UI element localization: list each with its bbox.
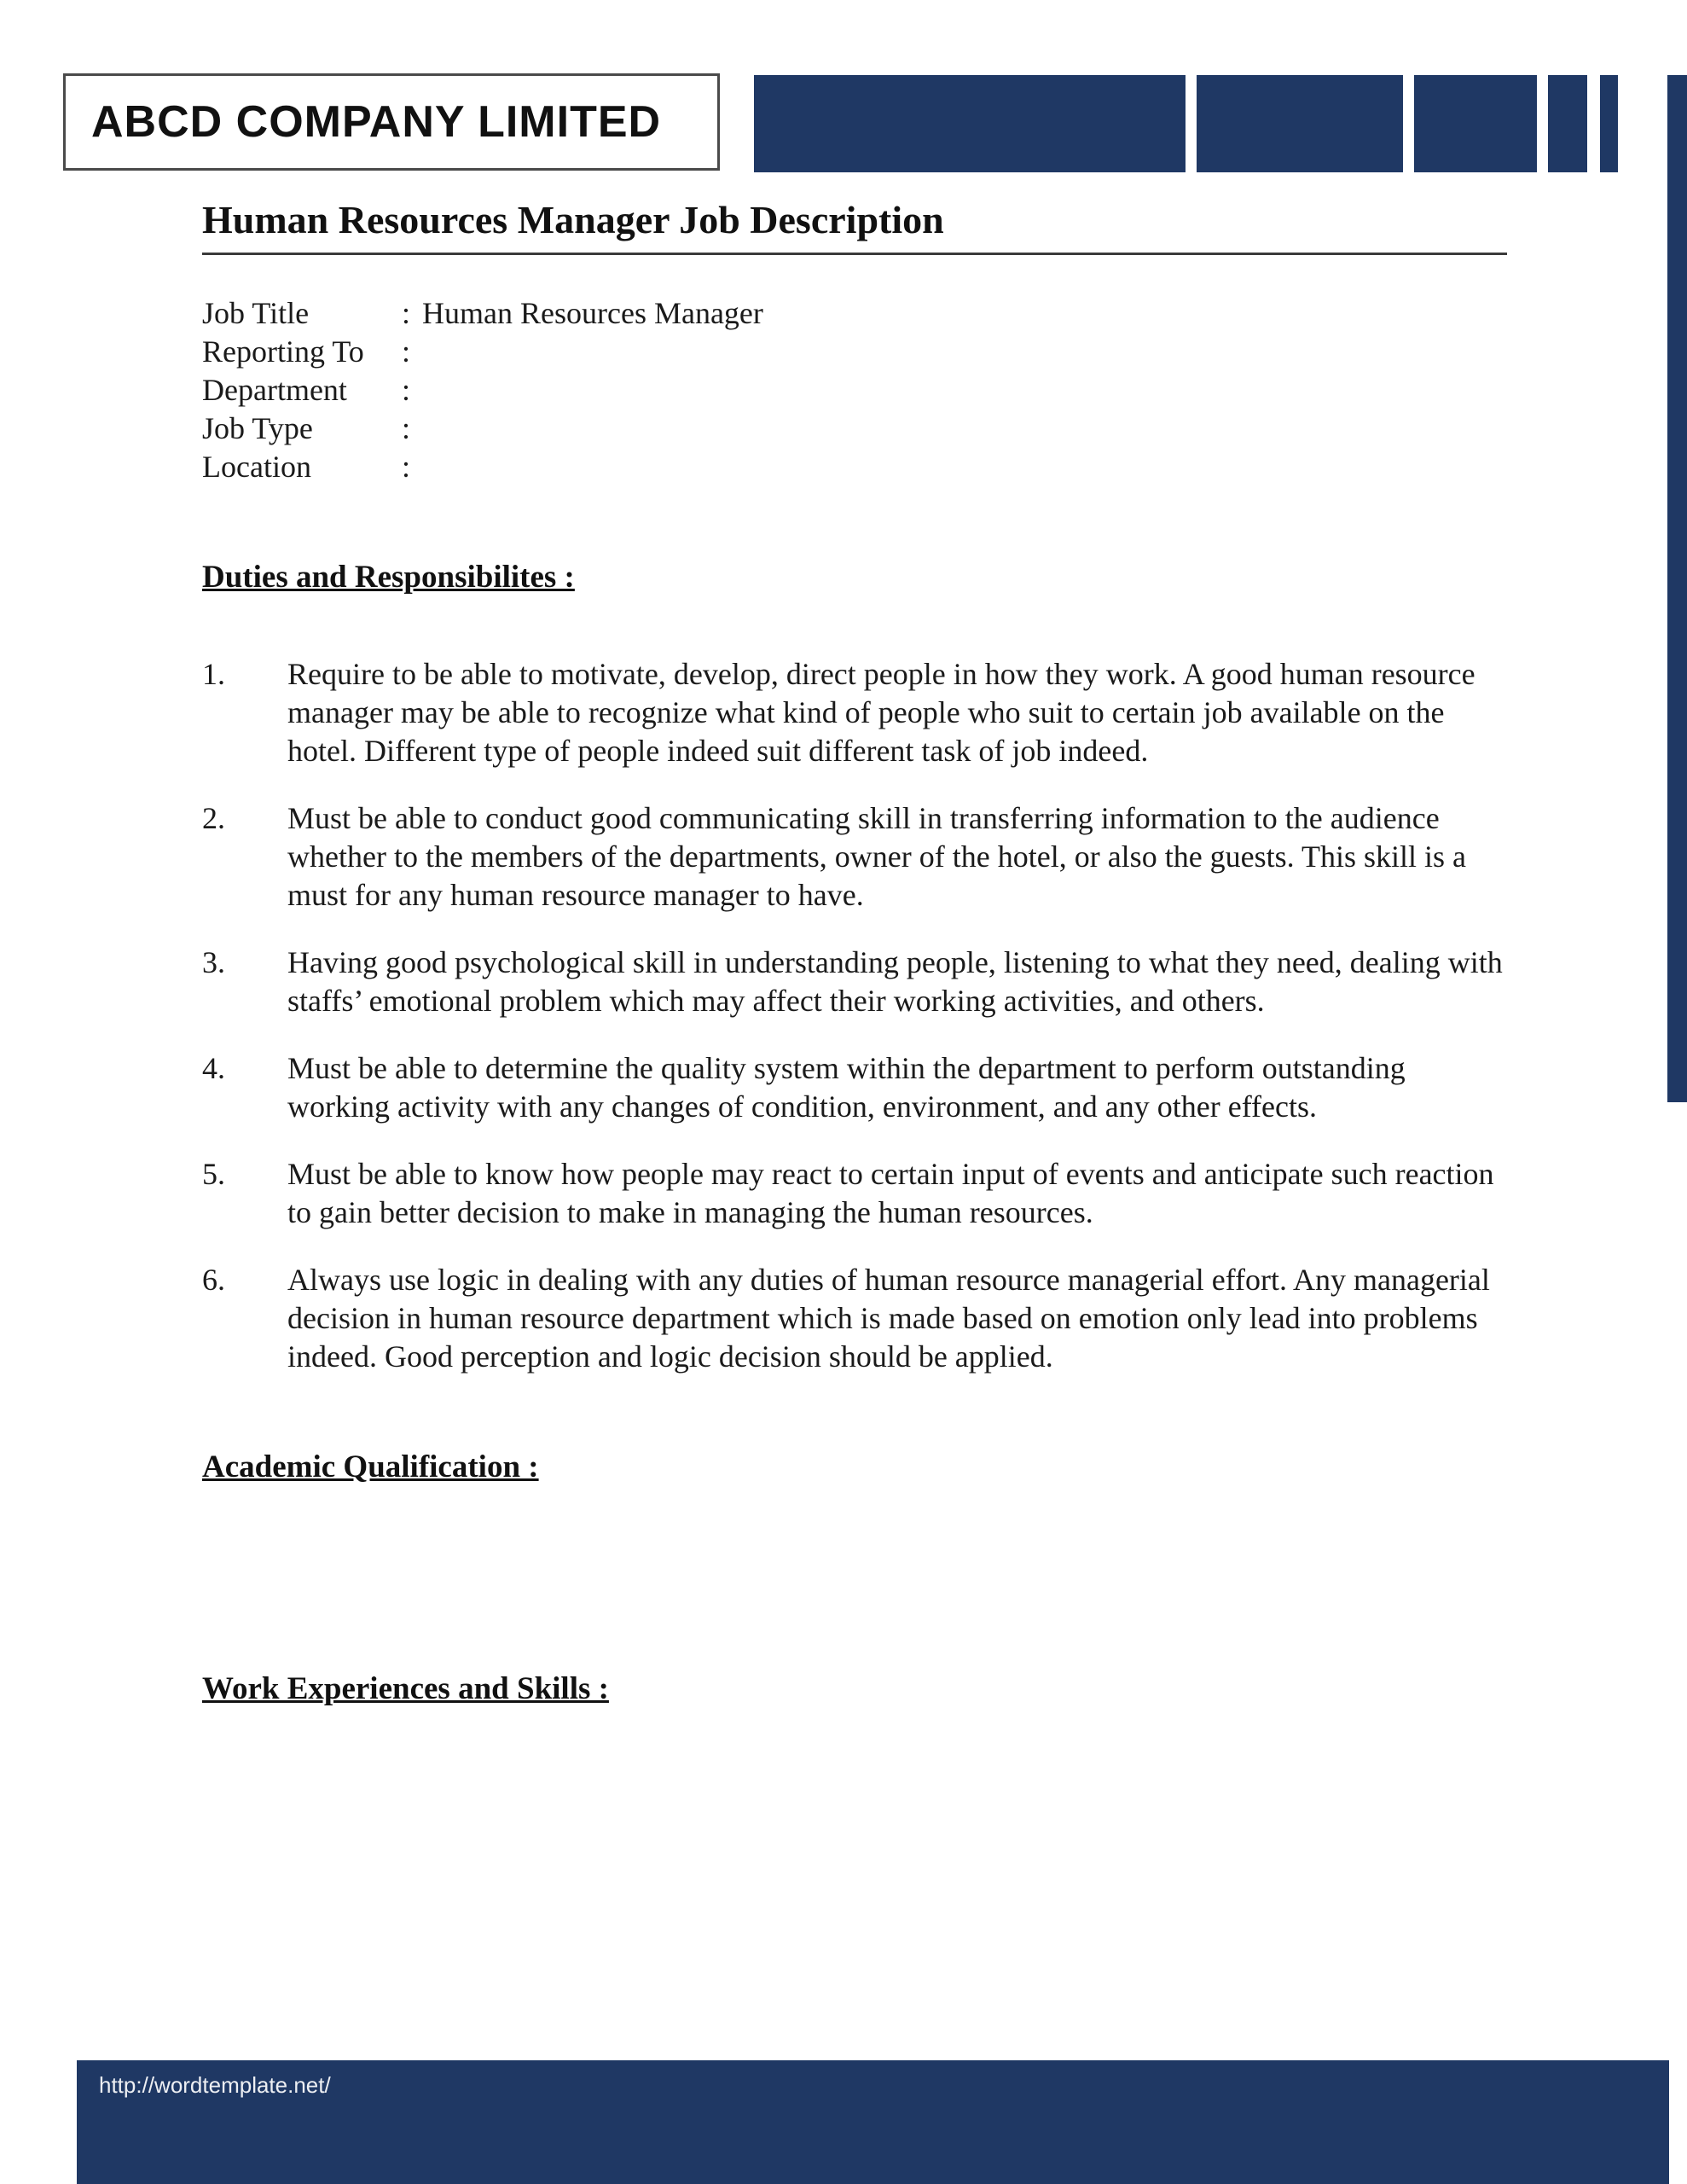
company-name: ABCD COMPANY LIMITED	[91, 97, 662, 147]
field-label: Department	[202, 373, 347, 407]
list-item-number: 2.	[202, 801, 225, 835]
field-separator: :	[402, 411, 411, 445]
footer-bar	[77, 2060, 1669, 2184]
header-decor-block-1	[754, 75, 1186, 172]
document-content	[202, 196, 1507, 1709]
list-item-number: 5.	[202, 1157, 225, 1191]
list-item-text: Having good psychological skill in understanding people, listening to what they need, dealing with staffs’ emotional problem which may affect their working activities, and others.	[287, 945, 1503, 1018]
list-item-text: Must be able to determine the quality system within the department to perform outstanding working activity with any changes of condition, environment, and any other effects.	[287, 1051, 1406, 1124]
field-separator: :	[402, 334, 411, 369]
field-separator: :	[402, 373, 411, 407]
footer-url: http://wordtemplate.net/	[99, 2072, 331, 2098]
field-row-department	[202, 371, 1507, 410]
list-item	[202, 655, 1507, 770]
field-value: Human Resources Manager	[422, 296, 763, 330]
field-row-job-type	[202, 410, 1507, 448]
list-item-text: Require to be able to motivate, develop, direct people in how they work. A good human resource manager may be able to recognize what kind of people who suit to certain job available on the hotel. Different type of people indeed suit different task of job indeed.	[287, 657, 1475, 768]
list-item	[202, 944, 1507, 1020]
list-item	[202, 1049, 1507, 1126]
company-name-box	[63, 73, 720, 171]
list-item-number: 4.	[202, 1051, 225, 1085]
list-item-number: 1.	[202, 657, 225, 691]
field-label: Location	[202, 450, 311, 484]
field-row-reporting-to	[202, 333, 1507, 371]
header-decor-block-5	[1600, 75, 1618, 172]
page-title: Human Resources Manager Job Description	[202, 198, 944, 241]
list-item-text: Must be able to conduct good communicating skill in transferring information to the audience whether to the members of the departments, owner of the hotel, or also the guests. This skill is a must for any human resource manager to have.	[287, 801, 1467, 912]
duties-list	[202, 655, 1507, 1376]
field-separator: :	[402, 296, 411, 330]
field-row-location	[202, 448, 1507, 486]
list-item-number: 3.	[202, 945, 225, 979]
header-decor-block-2	[1197, 75, 1403, 172]
header-decor-block-3	[1414, 75, 1537, 172]
list-item	[202, 1261, 1507, 1376]
list-item-text: Must be able to know how people may react to certain input of events and anticipate such reaction to gain better decision to make in managing the human resources.	[287, 1157, 1494, 1229]
list-item	[202, 799, 1507, 915]
section-heading-academic: Academic Qualification :	[202, 1449, 539, 1484]
field-separator: :	[402, 450, 411, 484]
header-decor-block-4	[1548, 75, 1587, 172]
list-item-text: Always use logic in dealing with any duties of human resource managerial effort. Any managerial decision in human resource department which is made based on emotion only lead into problems indeed. Good perception and logic decision should be applied.	[287, 1263, 1490, 1374]
field-value	[422, 410, 1507, 448]
field-value	[422, 448, 1507, 486]
title-rule	[202, 253, 1507, 255]
section-heading-work: Work Experiences and Skills :	[202, 1671, 609, 1706]
right-edge-decor-bar	[1667, 75, 1687, 1102]
list-item	[202, 1155, 1507, 1232]
field-label: Job Title	[202, 296, 310, 330]
job-fields	[202, 294, 1507, 486]
section-heading-duties: Duties and Responsibilites :	[202, 560, 575, 595]
field-value	[422, 371, 1507, 410]
field-value	[422, 333, 1507, 371]
field-label: Reporting To	[202, 334, 364, 369]
list-item-number: 6.	[202, 1263, 225, 1297]
field-row-job-title	[202, 294, 1507, 333]
field-label: Job Type	[202, 411, 313, 445]
